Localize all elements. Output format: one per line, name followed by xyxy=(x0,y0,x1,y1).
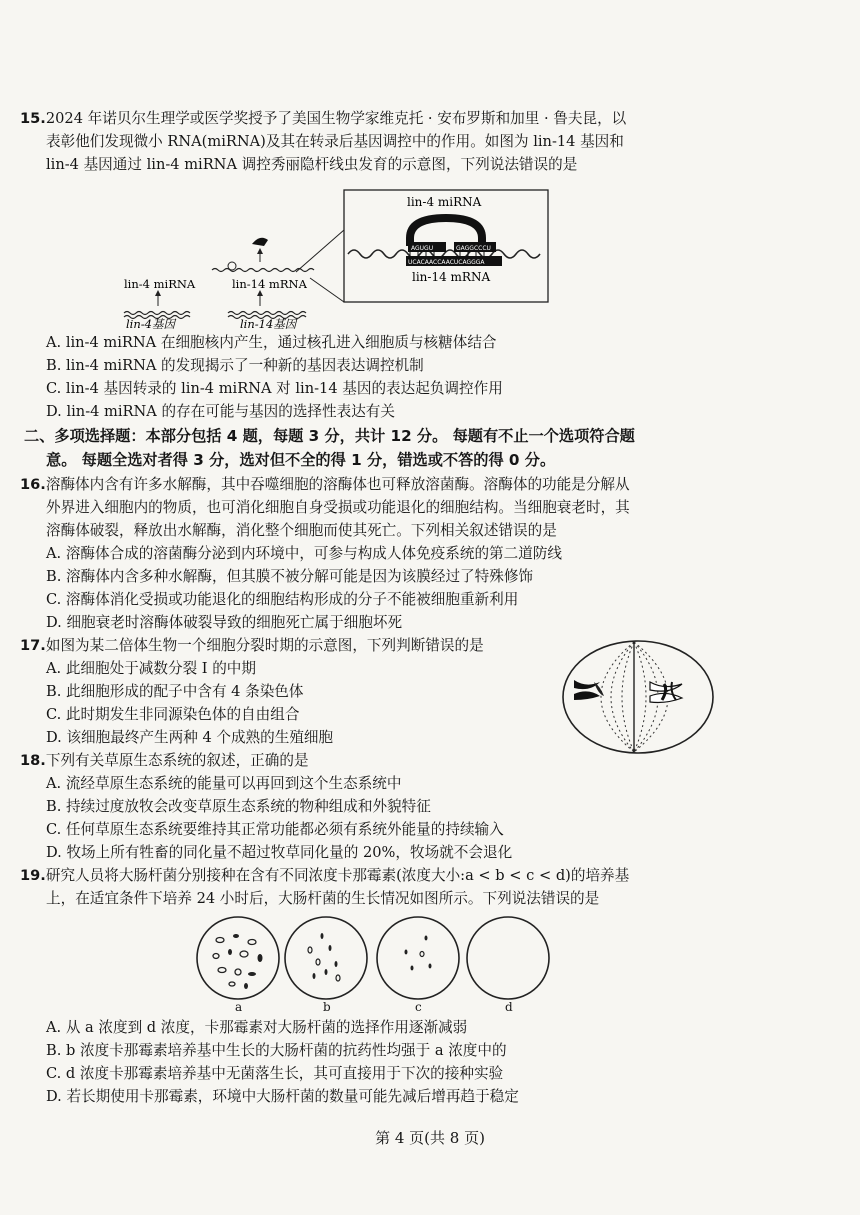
q15-stem-line-1: 15.2024 年诺贝尔生理学或医学奖授予了美国生物学家维克托 · 安布罗斯和加里 · 鲁夫昆，以 xyxy=(20,110,627,127)
dish-d xyxy=(467,917,549,999)
q18-option-b[interactable]: B. 持续过度放牧会改变草原生态系统的物种组成和外貌特征 xyxy=(46,798,431,815)
q19-petri-dishes-figure xyxy=(190,912,550,1012)
q15-option-d[interactable]: D. lin-4 miRNA 的存在可能与基因的选择性表达有关 xyxy=(46,403,395,420)
q19-stem-line-1: 19.研究人员将大肠杆菌分别接种在含有不同浓度卡那霉素(浓度大小:a < b < c < d)的培养基 xyxy=(20,867,630,884)
q17-cell-division-diagram xyxy=(560,638,716,756)
q15-mirna-diagram xyxy=(110,188,560,330)
q15-number: 15. xyxy=(20,110,46,127)
q16-stem-line-1: 16.溶酶体内含有许多水解酶，其中吞噬细胞的溶酶体也可释放溶菌酶。溶酶体的功能是分解从 xyxy=(20,476,630,493)
dish-label-d: d xyxy=(505,1000,513,1014)
dish-label-c: c xyxy=(415,1000,422,1014)
q19-option-d[interactable]: D. 若长期使用卡那霉素，环境中大肠杆菌的数量可能先减后增再趋于稳定 xyxy=(46,1088,519,1105)
q15-option-a[interactable]: A. lin-4 miRNA 在细胞核内产生，通过核孔进入细胞质与核糖体结合 xyxy=(46,334,497,351)
q19-option-b[interactable]: B. b 浓度卡那霉素培养基中生长的大肠杆菌的抗药性均强于 a 浓度中的 xyxy=(46,1042,507,1059)
label-lin4-mirna: lin-4 miRNA xyxy=(124,277,196,291)
page-footer: 第 4 页(共 8 页) xyxy=(375,1129,485,1147)
q16-option-a[interactable]: A. 溶酶体合成的溶菌酶分泌到内环境中，可参与构成人体免疫系统的第二道防线 xyxy=(46,545,563,562)
section-2-header-line-2: 意。 每题全选对者得 3 分，选对但不全的得 1 分，错选或不答的得 0 分。 xyxy=(46,451,556,469)
q17-option-b[interactable]: B. 此细胞形成的配子中含有 4 条染色体 xyxy=(46,683,304,700)
chromosome-pair-right xyxy=(650,682,682,703)
q17-option-d[interactable]: D. 该细胞最终产生两种 4 个成熟的生殖细胞 xyxy=(46,729,334,746)
dish-b xyxy=(285,917,367,999)
q15-option-b[interactable]: B. lin-4 miRNA 的发现揭示了一种新的基因表达调控机制 xyxy=(46,357,424,374)
q18-stem-line-1: 18.下列有关草原生态系统的叙述，正确的是 xyxy=(20,752,309,769)
q17-option-a[interactable]: A. 此细胞处于减数分裂 Ⅰ 的中期 xyxy=(46,660,256,677)
q19-option-a[interactable]: A. 从 a 浓度到 d 浓度，卡那霉素对大肠杆菌的选择作用逐渐减弱 xyxy=(46,1019,468,1036)
label-lin14-gene: lin-14基因 xyxy=(240,317,297,330)
label-lin14-mrna: lin-14 mRNA xyxy=(232,277,307,291)
q16-option-d[interactable]: D. 细胞衰老时溶酶体破裂导致的细胞死亡属于细胞坏死 xyxy=(46,614,403,631)
q19-number: 19. xyxy=(20,867,46,884)
q19-stem-line-2: 上，在适宜条件下培养 24 小时后，大肠杆菌的生长情况如图所示。下列说法错误的是 xyxy=(46,890,600,907)
q16-number: 16. xyxy=(20,476,46,493)
seq-bottom: UCACAACCAACUCAGGGA xyxy=(408,259,485,266)
box-label-lin4-mirna: lin-4 miRNA xyxy=(407,195,482,209)
q18-number: 18. xyxy=(20,752,46,769)
q15-stem-line-3: lin-4 基因通过 lin-4 miRNA 调控秀丽隐杆线虫发育的示意图，下列说法错误的是 xyxy=(46,156,578,173)
section-2-header-line-1: 二、多项选择题：本部分包括 4 题，每题 3 分，共计 12 分。 每题有不止一个选项符合题 xyxy=(24,427,635,445)
label-lin4-gene: lin-4基因 xyxy=(126,317,175,330)
q16-stem-line-2: 外界进入细胞内的物质，也可消化细胞自身受损或功能退化的细胞结构。当细胞衰老时，其 xyxy=(46,499,630,516)
q15-stem-line-2: 表彰他们发现微小 RNA(miRNA)及其在转录后基因调控中的作用。如图为 lin-14 基因和 xyxy=(46,133,624,150)
q18-option-c[interactable]: C. 任何草原生态系统要维持其正常功能都必须有系统外能量的持续输入 xyxy=(46,821,504,838)
q16-option-b[interactable]: B. 溶酶体内含多种水解酶，但其膜不被分解可能是因为该膜经过了特殊修饰 xyxy=(46,568,534,585)
q19-option-c[interactable]: C. d 浓度卡那霉素培养基中无菌落生长，其可直接用于下次的接种实验 xyxy=(46,1065,504,1082)
q16-option-c[interactable]: C. 溶酶体消化受损或功能退化的细胞结构形成的分子不能被细胞重新利用 xyxy=(46,591,519,608)
q17-number: 17. xyxy=(20,637,46,654)
dish-c xyxy=(377,917,459,999)
dish-a xyxy=(197,917,279,999)
q18-option-a[interactable]: A. 流经草原生态系统的能量可以再回到这个生态系统中 xyxy=(46,775,402,792)
q16-stem-line-3: 溶酶体破裂，释放出水解酶，消化整个细胞而使其死亡。下列相关叙述错误的是 xyxy=(46,522,557,539)
box-label-lin14-mrna: lin-14 mRNA xyxy=(412,270,491,284)
seq-left: AGUGU xyxy=(411,245,434,252)
dish-label-a: a xyxy=(235,1000,243,1014)
dish-label-b: b xyxy=(323,1000,331,1014)
q18-option-d[interactable]: D. 牧场上所有牲畜的同化量不超过牧草同化量的 20%，牧场就不会退化 xyxy=(46,844,513,861)
seq-right: GAGGCCCU xyxy=(456,245,491,252)
chromosome-pair-left xyxy=(574,680,604,700)
q15-option-c[interactable]: C. lin-4 基因转录的 lin-4 miRNA 对 lin-14 基因的表达起负调控作用 xyxy=(46,380,503,397)
q17-option-c[interactable]: C. 此时期发生非同源染色体的自由组合 xyxy=(46,706,300,723)
q17-stem-line-1: 17.如图为某二倍体生物一个细胞分裂时期的示意图，下列判断错误的是 xyxy=(20,637,484,654)
